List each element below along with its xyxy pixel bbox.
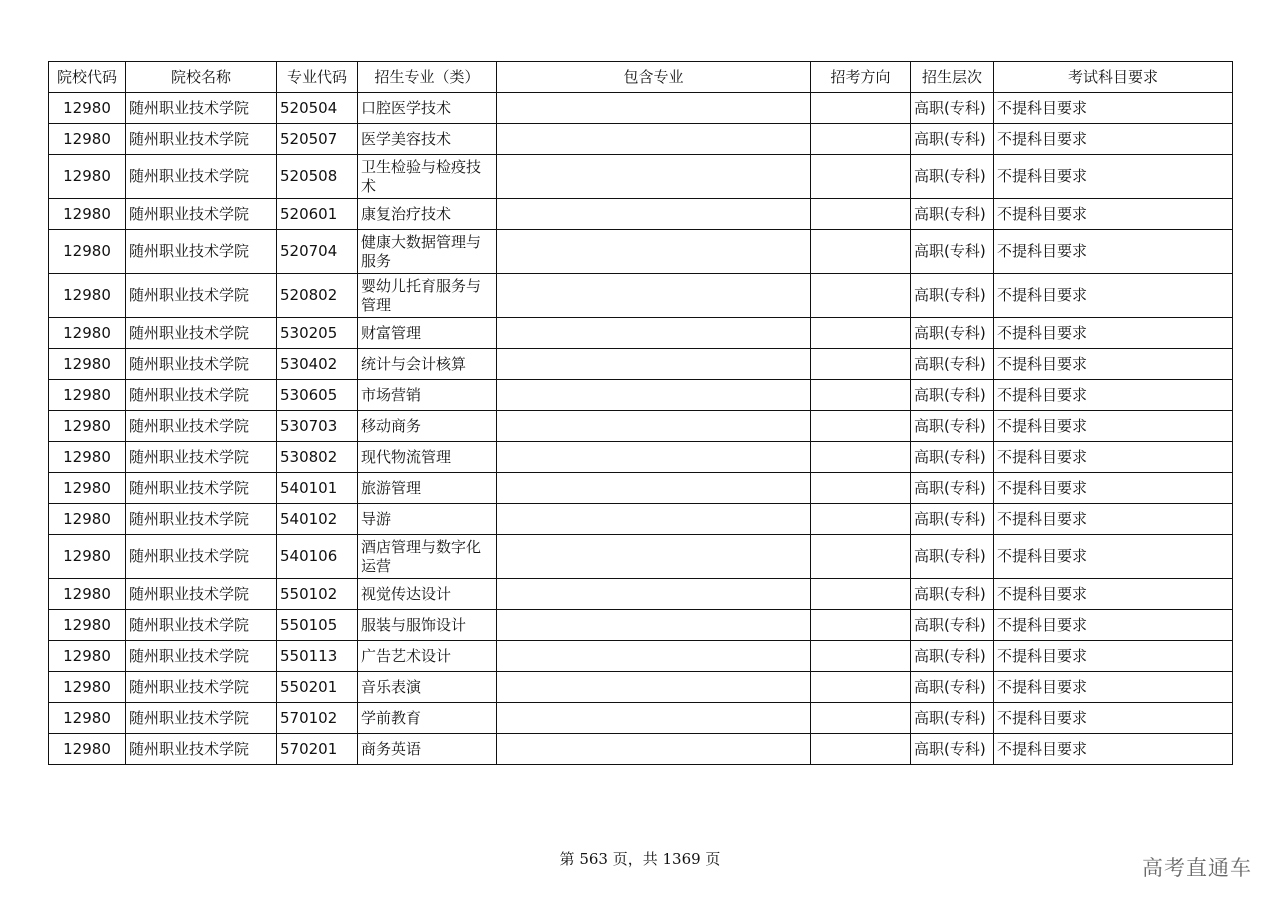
major-code-cell: 520704 [277,230,358,274]
school-name-cell: 随州职业技术学院 [126,504,277,535]
exam-requirement-cell: 不提科目要求 [994,411,1233,442]
major-cell: 市场营销 [358,380,497,411]
major-cell: 卫生检验与检疫技术 [358,155,497,199]
level-cell: 高职(专科) [911,672,994,703]
exam-requirement-cell: 不提科目要求 [994,473,1233,504]
school-name-cell: 随州职业技术学院 [126,703,277,734]
direction-cell [811,610,911,641]
table-row [49,703,1233,734]
exam-requirement-cell: 不提科目要求 [994,535,1233,579]
major-code-cell: 540101 [277,473,358,504]
direction-cell [811,579,911,610]
major-cell: 移动商务 [358,411,497,442]
level-cell: 高职(专科) [911,93,994,124]
school-code-cell: 12980 [49,734,126,765]
header-major: 招生专业（类） [358,62,497,93]
school-name-cell: 随州职业技术学院 [126,641,277,672]
included-majors-cell [497,349,811,380]
school-name-cell: 随州职业技术学院 [126,124,277,155]
included-majors-cell [497,579,811,610]
included-majors-cell [497,535,811,579]
header-school-code: 院校代码 [49,62,126,93]
school-code-cell: 12980 [49,93,126,124]
major-code-cell: 530402 [277,349,358,380]
direction-cell [811,318,911,349]
level-cell: 高职(专科) [911,318,994,349]
direction-cell [811,199,911,230]
level-cell: 高职(专科) [911,442,994,473]
major-cell: 商务英语 [358,734,497,765]
school-name-cell: 随州职业技术学院 [126,442,277,473]
included-majors-cell [497,442,811,473]
direction-cell [811,411,911,442]
exam-requirement-cell: 不提科目要求 [994,93,1233,124]
major-code-cell: 520802 [277,274,358,318]
table-row [49,124,1233,155]
school-code-cell: 12980 [49,199,126,230]
major-code-cell: 540102 [277,504,358,535]
major-cell: 健康大数据管理与服务 [358,230,497,274]
school-name-cell: 随州职业技术学院 [126,535,277,579]
table-row [49,473,1233,504]
major-cell: 导游 [358,504,497,535]
school-name-cell: 随州职业技术学院 [126,734,277,765]
school-name-cell: 随州职业技术学院 [126,349,277,380]
school-name-cell: 随州职业技术学院 [126,579,277,610]
school-name-cell: 随州职业技术学院 [126,230,277,274]
major-cell: 音乐表演 [358,672,497,703]
level-cell: 高职(专科) [911,535,994,579]
major-code-cell: 550102 [277,579,358,610]
major-cell: 医学美容技术 [358,124,497,155]
header-exam-requirement: 考试科目要求 [994,62,1233,93]
table-row [49,579,1233,610]
direction-cell [811,230,911,274]
major-cell: 康复治疗技术 [358,199,497,230]
level-cell: 高职(专科) [911,610,994,641]
table-row [49,93,1233,124]
exam-requirement-cell: 不提科目要求 [994,442,1233,473]
major-cell: 视觉传达设计 [358,579,497,610]
major-code-cell: 550105 [277,610,358,641]
exam-requirement-cell: 不提科目要求 [994,199,1233,230]
direction-cell [811,380,911,411]
exam-requirement-cell: 不提科目要求 [994,124,1233,155]
exam-requirement-cell: 不提科目要求 [994,230,1233,274]
included-majors-cell [497,199,811,230]
direction-cell [811,734,911,765]
exam-requirement-cell: 不提科目要求 [994,155,1233,199]
major-cell: 旅游管理 [358,473,497,504]
level-cell: 高职(专科) [911,155,994,199]
major-code-cell: 570102 [277,703,358,734]
included-majors-cell [497,318,811,349]
school-code-cell: 12980 [49,703,126,734]
exam-requirement-cell: 不提科目要求 [994,641,1233,672]
direction-cell [811,672,911,703]
school-name-cell: 随州职业技术学院 [126,199,277,230]
major-cell: 婴幼儿托育服务与管理 [358,274,497,318]
header-school-name: 院校名称 [126,62,277,93]
included-majors-cell [497,230,811,274]
included-majors-cell [497,155,811,199]
major-code-cell: 520507 [277,124,358,155]
direction-cell [811,535,911,579]
level-cell: 高职(专科) [911,380,994,411]
school-code-cell: 12980 [49,155,126,199]
major-code-cell: 550113 [277,641,358,672]
exam-requirement-cell: 不提科目要求 [994,380,1233,411]
exam-requirement-cell: 不提科目要求 [994,274,1233,318]
major-cell: 现代物流管理 [358,442,497,473]
school-code-cell: 12980 [49,318,126,349]
school-code-cell: 12980 [49,641,126,672]
table-row [49,411,1233,442]
level-cell: 高职(专科) [911,734,994,765]
included-majors-cell [497,124,811,155]
included-majors-cell [497,93,811,124]
table-row [49,535,1233,579]
major-code-cell: 530703 [277,411,358,442]
included-majors-cell [497,641,811,672]
major-cell: 学前教育 [358,703,497,734]
level-cell: 高职(专科) [911,349,994,380]
exam-requirement-cell: 不提科目要求 [994,734,1233,765]
major-code-cell: 520508 [277,155,358,199]
school-name-cell: 随州职业技术学院 [126,155,277,199]
level-cell: 高职(专科) [911,703,994,734]
school-code-cell: 12980 [49,411,126,442]
exam-requirement-cell: 不提科目要求 [994,318,1233,349]
included-majors-cell [497,274,811,318]
level-cell: 高职(专科) [911,124,994,155]
school-code-cell: 12980 [49,579,126,610]
header-level: 招生层次 [911,62,994,93]
major-code-cell: 520504 [277,93,358,124]
direction-cell [811,93,911,124]
table-row [49,318,1233,349]
direction-cell [811,442,911,473]
included-majors-cell [497,504,811,535]
major-cell: 统计与会计核算 [358,349,497,380]
school-code-cell: 12980 [49,473,126,504]
included-majors-cell [497,411,811,442]
major-code-cell: 520601 [277,199,358,230]
school-name-cell: 随州职业技术学院 [126,318,277,349]
level-cell: 高职(专科) [911,199,994,230]
direction-cell [811,124,911,155]
table-row [49,504,1233,535]
major-code-cell: 550201 [277,672,358,703]
major-code-cell: 530802 [277,442,358,473]
school-code-cell: 12980 [49,349,126,380]
school-name-cell: 随州职业技术学院 [126,672,277,703]
table-row [49,349,1233,380]
school-name-cell: 随州职业技术学院 [126,380,277,411]
level-cell: 高职(专科) [911,411,994,442]
included-majors-cell [497,380,811,411]
header-included-majors: 包含专业 [497,62,811,93]
level-cell: 高职(专科) [911,504,994,535]
direction-cell [811,703,911,734]
exam-requirement-cell: 不提科目要求 [994,579,1233,610]
school-name-cell: 随州职业技术学院 [126,274,277,318]
level-cell: 高职(专科) [911,230,994,274]
included-majors-cell [497,473,811,504]
major-code-cell: 540106 [277,535,358,579]
enrollment-table [48,61,1233,765]
header-major-code: 专业代码 [277,62,358,93]
table-row [49,442,1233,473]
direction-cell [811,473,911,504]
table-row [49,641,1233,672]
table-row [49,199,1233,230]
direction-cell [811,349,911,380]
major-code-cell: 530205 [277,318,358,349]
school-code-cell: 12980 [49,610,126,641]
major-cell: 服装与服饰设计 [358,610,497,641]
level-cell: 高职(专科) [911,274,994,318]
major-cell: 广告艺术设计 [358,641,497,672]
table-header-row [49,62,1233,93]
header-direction: 招考方向 [811,62,911,93]
included-majors-cell [497,610,811,641]
school-code-cell: 12980 [49,230,126,274]
major-cell: 口腔医学技术 [358,93,497,124]
school-name-cell: 随州职业技术学院 [126,411,277,442]
school-code-cell: 12980 [49,672,126,703]
school-code-cell: 12980 [49,380,126,411]
school-code-cell: 12980 [49,442,126,473]
school-code-cell: 12980 [49,124,126,155]
major-cell: 财富管理 [358,318,497,349]
direction-cell [811,504,911,535]
level-cell: 高职(专科) [911,641,994,672]
exam-requirement-cell: 不提科目要求 [994,610,1233,641]
included-majors-cell [497,703,811,734]
school-name-cell: 随州职业技术学院 [126,473,277,504]
exam-requirement-cell: 不提科目要求 [994,703,1233,734]
school-name-cell: 随州职业技术学院 [126,93,277,124]
major-code-cell: 530605 [277,380,358,411]
exam-requirement-cell: 不提科目要求 [994,349,1233,380]
major-code-cell: 570201 [277,734,358,765]
school-code-cell: 12980 [49,504,126,535]
table-row [49,155,1233,199]
included-majors-cell [497,672,811,703]
table-row [49,610,1233,641]
watermark-text: 高考直通车 [1142,856,1252,880]
school-code-cell: 12980 [49,535,126,579]
table-row [49,274,1233,318]
school-name-cell: 随州职业技术学院 [126,610,277,641]
level-cell: 高职(专科) [911,473,994,504]
direction-cell [811,155,911,199]
exam-requirement-cell: 不提科目要求 [994,504,1233,535]
exam-requirement-cell: 不提科目要求 [994,672,1233,703]
table-row [49,672,1233,703]
included-majors-cell [497,734,811,765]
direction-cell [811,274,911,318]
table-row [49,230,1233,274]
page-number: 第 563 页，共 1369 页 [559,850,721,868]
major-cell: 酒店管理与数字化运营 [358,535,497,579]
table-row [49,734,1233,765]
table-row [49,380,1233,411]
school-code-cell: 12980 [49,274,126,318]
direction-cell [811,641,911,672]
level-cell: 高职(专科) [911,579,994,610]
table-body [49,93,1233,765]
